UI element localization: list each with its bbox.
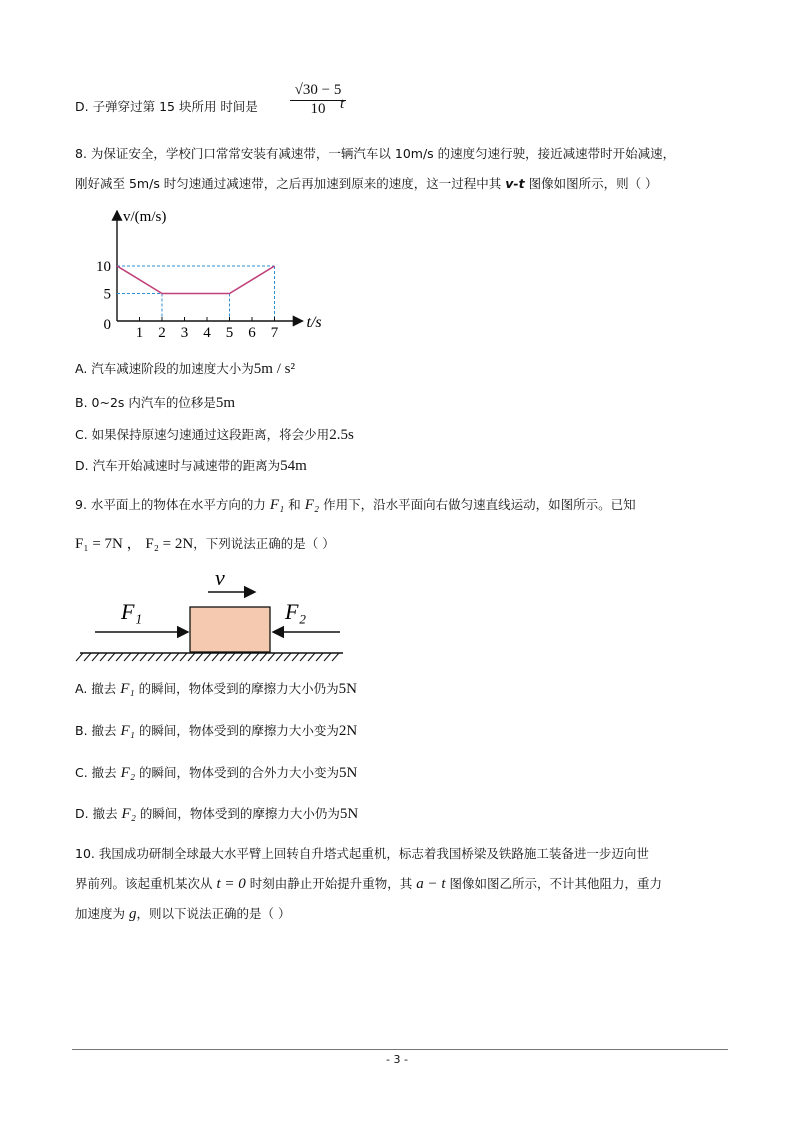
hatch-stroke <box>284 653 291 661</box>
f1-label: F₁ <box>121 599 143 624</box>
fraction-variable: t <box>340 96 345 112</box>
hatch-stroke <box>188 653 195 661</box>
x-tick-label: 7 <box>270 325 279 341</box>
x-tick-label: 2 <box>158 325 166 341</box>
hatch-stroke <box>140 653 147 661</box>
x-tick-label: 3 <box>180 325 189 341</box>
hatch-stroke <box>180 653 187 661</box>
hatch-stroke <box>212 653 219 661</box>
hatch-stroke <box>260 653 267 661</box>
hatch-stroke <box>108 653 115 661</box>
q9-givens: F₁ = 7N ， F₂ = 2N <box>75 536 194 552</box>
option-d-text-body: 子弹穿过第 15 块所用 时间是 <box>92 99 258 114</box>
hatch-stroke <box>228 653 235 661</box>
hatch-stroke <box>148 653 155 661</box>
option-d-prev <box>75 98 258 116</box>
q8-option-c-value: 2.5s <box>329 427 354 443</box>
q10-line3: 加速度为 g，则以下说法正确的是（ ） <box>75 906 291 922</box>
q8-line2: 刚好减至 5m/s 时匀速通过减速带，之后再加速到原来的速度，这一过程中其 v-t 图像如图所示，则（ ） <box>75 176 658 191</box>
hatch-stroke <box>84 653 91 661</box>
q8-option-d-value: 54m <box>280 458 307 474</box>
hatch-stroke <box>220 653 227 661</box>
q9-option-a: A. 撤去 F₁ 的瞬间，物体受到的摩擦力大小仍为5N <box>75 681 357 697</box>
y-axis-label: v/(m/s) <box>123 209 167 225</box>
hatch-stroke <box>276 653 283 661</box>
fraction <box>290 82 346 118</box>
hatch-stroke <box>244 653 251 661</box>
q9-line2: F₁ = 7N ， F₂ = 2N，下列说法正确的是（ ） <box>75 536 335 552</box>
origin-label: 0 <box>103 317 111 333</box>
q8-option-c: C. 如果保持原速匀速通过这段距离，将会少用2.5s <box>75 427 354 443</box>
hatch-stroke <box>332 653 339 661</box>
q8-option-a: A. 汽车减速阶段的加速度大小为5m / s² <box>75 361 295 377</box>
x-tick-label: 6 <box>248 325 256 341</box>
q8-option-b-value: 5m <box>215 395 236 411</box>
footer-rule <box>72 1049 728 1050</box>
hatch-stroke <box>132 653 139 661</box>
x-axis-label: t/s <box>306 314 322 331</box>
y-tick-label: 5 <box>103 286 111 303</box>
hatch-stroke <box>252 653 259 661</box>
q9-line1: 9. 水平面上的物体在水平方向的力 F₁ 和 F₂ 作用下，沿水平面向右做匀速直线运动，如图所示。已知 <box>75 497 636 513</box>
hatch-stroke <box>204 653 211 661</box>
hatch-stroke <box>116 653 123 661</box>
velocity-label: v <box>215 565 225 590</box>
hatch-stroke <box>316 653 323 661</box>
hatch-stroke <box>92 653 99 661</box>
option-d-text: D. <box>75 99 89 114</box>
q8-line1: 8. 为保证安全，学校门口常常安装有减速带，一辆汽车以 10m/s 的速度匀速行驶，接近减速带时开始减速， <box>75 146 676 161</box>
hatch-stroke <box>124 653 131 661</box>
q9-option-b: B. 撤去 F₁ 的瞬间，物体受到的摩擦力大小变为2N <box>75 723 358 739</box>
q9-option-d: D. 撤去 F₂ 的瞬间，物体受到的摩擦力大小仍为5N <box>75 806 359 822</box>
hatch-stroke <box>156 653 163 661</box>
hatch-stroke <box>164 653 171 661</box>
fraction-denominator: 10 <box>310 101 326 117</box>
q10-line1: 10. 我国成功研制全球最大水平臂上回转自升塔式起重机，标志着我国桥梁及铁路施工装备进一步迈向世 <box>75 846 649 861</box>
hatch-stroke <box>308 653 315 661</box>
x-tick-label: 4 <box>203 325 211 341</box>
hatch-stroke <box>76 653 83 661</box>
hatch-stroke <box>196 653 203 661</box>
x-tick-label: 5 <box>225 325 234 341</box>
hatch-stroke <box>292 653 299 661</box>
force-diagram <box>75 565 355 665</box>
vt-chart <box>75 205 322 341</box>
hatch-stroke <box>172 653 179 661</box>
velocity-series-line <box>117 266 275 294</box>
hatch-stroke <box>300 653 307 661</box>
q8-option-a-value: 5m / s² <box>253 361 295 377</box>
q8-option-d: D. 汽车开始减速时与减速带的距离为54m <box>75 458 307 474</box>
fraction-numerator: √30 − 5 <box>290 82 346 101</box>
q8-vt: v-t <box>505 176 525 191</box>
hatch-stroke <box>100 653 107 661</box>
y-tick-label: 10 <box>96 259 111 275</box>
q10-line2: 界前列。该起重机某次从 t = 0 时刻由静止开始提升重物，其 a − t 图像如图乙所示，不计其他阻力，重力 <box>75 876 663 892</box>
block <box>190 607 270 652</box>
q8-option-b: B. 0~2s 内汽车的位移是5m <box>75 395 236 411</box>
hatch-stroke <box>236 653 243 661</box>
hatch-stroke <box>324 653 331 661</box>
x-tick-label: 1 <box>135 325 144 341</box>
f2-label: F₂ <box>285 599 307 624</box>
q9-option-c: C. 撤去 F₂ 的瞬间，物体受到的合外力大小变为5N <box>75 765 358 781</box>
hatch-stroke <box>268 653 275 661</box>
page-number: - 3 - <box>386 1053 408 1066</box>
ground-hatch <box>76 653 339 661</box>
